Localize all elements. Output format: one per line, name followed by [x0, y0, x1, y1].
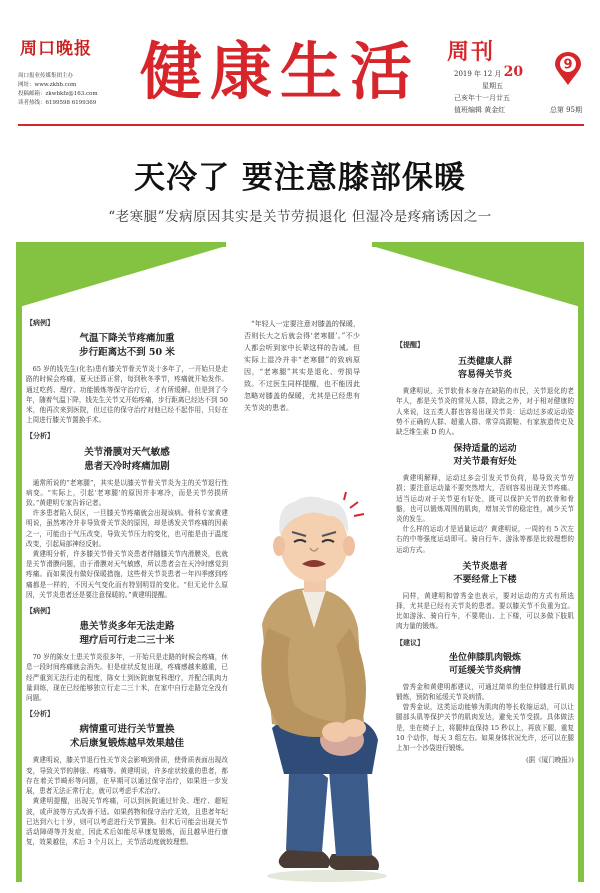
subheading: 关节炎患者 [462, 561, 508, 572]
paragraph: “年轻人一定要注意对膝盖的保暖，否则长大之后就会得‘老寒腿’。”不少人都会听到家中长辈这样的告诫。但实际上湿冷并非“老寒腿”的致病原因，“老寒腿”其实是退化、劳损导致。不过医生同样提醒，也不能因此忽略对膝盖的保暖，尤其是已经患有关节炎的患者。 [244, 320, 360, 412]
dateline [454, 66, 582, 116]
right-column [396, 340, 574, 765]
subheading: 步行距离达不到 50 米 [79, 347, 175, 359]
subheading: 五类健康人群 [457, 357, 512, 368]
paragraph: 黄建明说，膝关节退行性关节炎会影响到骨质，使骨质表面出现改变，导致关节的肿胀、疼痛等。黄建明说，许多症状较重的患者，都存在着关节畸形等问题，在早期可以通过保守治疗，如果进一步发展，患者无法正常行走，就可以考虑手术治疗。 [26, 756, 228, 796]
paragraph: 65 岁的钱先生(化名)患有膝关节骨关节炎十多年了，一开始只是走路的时候会疼痛，夏天还算正常，每到秋冬季节，疼痛就开始发作。通过吃药、理疗、功能锻炼等保守治疗后，才有所缓解。但是到了今年，随着气温下降，钱先生关节又开始疼痛，步行距离已经达不到 50 米，他再次来到医院，但过往的保守治疗对他已经不起作用，只好在上周进行膝关节置换手术。 [26, 365, 228, 425]
article-subhead: “老寒腿”发病原因其实是关节劳损退化 但湿冷是疼痛诱因之一 [108, 209, 492, 225]
subheading: 患关节炎多年无法走路 [79, 621, 175, 633]
article-headline: 天冷了 要注意膝部保暖 [134, 160, 466, 196]
masthead-rule [18, 124, 584, 126]
subheading: 理疗后可行走二三十米 [79, 635, 175, 647]
green-frame-left [16, 242, 22, 882]
paragraph: 70 岁的陈女士患关节炎很多年，一开始只是走路的时候会疼痛，休息一段时间疼痛就会消失。但是症状反复出现，疼痛感越来越重，已经严重到无法行走的程度，陈女士到医院康复科理疗，并配合肌肉力量训练，现在已经能够独立行走二三十米，在家中自行走路完全没有问题。 [26, 653, 228, 703]
section-tag: 【病例】 [26, 318, 54, 327]
date-text: 2019 年 12 月 [454, 70, 502, 78]
masthead-info-line: 网址：www.zkhb.com [18, 82, 77, 88]
paragraph: 黄建明分析，许多膝关节骨关节炎患者伴随膝关节内滑膜炎，也就是关节滑膜问题，由于滑膜对天气敏感，所以患者会在天冷时感觉到疼痛。而如果没有做好保暖措施，这些骨关节炎患者一年四季感到疼痛都是一样的，不因天气变化而有特别明显的变化。“但无论什么原因，关节炎患者还是要注意保暖的。”黄建明提醒。 [26, 550, 228, 599]
newspaper-logo: 周口晚报 [20, 39, 92, 59]
subheading: 患者天冷时疼痛加剧 [84, 460, 170, 472]
section-title: 健康生活 [140, 35, 421, 108]
paragraph: 曾秀金说，这类运动能够为肌肉的等长收缩运动，可以让腿部头肌等保护关节的肌肉发达，避免关节受损。具体做法是，坐在椅子上，将腿伸直保持 15 秒以上，再放下腿，重复 10 个动作，每天 3 组左右。如果身体状况允许，还可以在腿上加一个沙袋进行锻炼。 [396, 703, 574, 753]
subheading: 保持适量的运动 [453, 444, 517, 455]
middle-column [244, 318, 360, 414]
weekday: 星期五 [482, 82, 503, 90]
page-number: 9 [563, 57, 573, 73]
subheading: 坐位伸膝肌肉锻炼 [448, 652, 521, 663]
green-frame-right [578, 242, 584, 882]
subheading: 容易得关节炎 [457, 370, 512, 381]
masthead-info-line: 投稿邮箱：zkwbkfz@163.com [18, 91, 98, 97]
section-tag: 【分析】 [26, 709, 54, 719]
editor-line: 值班编辑 黄金红 [454, 106, 506, 114]
subheading: 气温下降关节疼痛加重 [79, 333, 175, 345]
subheading: 不要经常上下楼 [453, 574, 517, 585]
source-credit: (据《厦门晚报》) [525, 756, 574, 765]
masthead-info [18, 72, 138, 108]
lunar-date: 己亥年十一月廿五 [454, 94, 510, 102]
paragraph: 曾秀金和黄建明都建议，可通过简单的坐位伸膝进行肌肉锻炼，预防和延缓关节炎病情。 [396, 682, 574, 702]
subheading: 术后康复锻炼越早效果越佳 [69, 738, 184, 750]
section-tag: 【病例】 [26, 606, 54, 616]
subheading: 病情重可进行关节置换 [79, 724, 175, 736]
section-tag: 【建议】 [396, 637, 424, 647]
green-wedges [16, 242, 584, 312]
paragraph: 同样，黄建明和曾秀金也表示，要对运动的方式有所选择，尤其是已经有关节炎的患者。要以膝关节不负重为宜。比如游泳、骑自行车，不要爬山、上下楼，可以多做下肢肌肉力量的锻炼。 [396, 591, 574, 631]
paragraph: 黄建明说，关节软骨本身存在缺陷的市民，关节退化的老年人，都是关节炎的常见人群，除此之外，对于相对健康的人来说，这五类人群也容易出现关节炎：运动过多或运动姿势不正确的人群、超重人群、常穿高跟鞋、有家族遗传史及缺乏维生素 D 的人。 [396, 387, 574, 437]
paragraph: 通常所说的“老寒腿”，其实是以膝关节骨关节炎为主的关节退行性病变。“实际上，引起‘老寒腿’的原因并非寒冷，而是关节劳损所致。”黄建明专家告诉记者。 [26, 478, 228, 508]
paragraph: 黄建明解释，运动过多会引发关节负荷，易导致关节劳损；要注意运动量不要突然增大，否则容易出现关节疼痛。适当运动对于关节更有好处，既可以保护关节的软骨和骨骼，也可以锻炼周围的肌肉，增加关节的稳定性，减少关节炎的发生。 [396, 474, 574, 524]
subheading: 关节滑膜对天气敏感 [84, 446, 170, 458]
subheading: 可延缓关节炎病情 [448, 665, 521, 676]
masthead-info-line: 读者热线：6199598 6199369 [18, 100, 97, 106]
left-column [26, 318, 228, 847]
section-tag: 【提醒】 [396, 340, 424, 349]
masthead-info-line: 周口报业传媒集团主办 [18, 73, 74, 79]
paragraph: 许多患者陷入误区，一旦膝关节疼痛就会出现该病。骨科专家黄建明说，虽然寒冷并非导致骨关节炎的原因，却是诱发关节疼痛的因素之一，可能由于气压改变，导致关节压力的变化，也可能是由于温度改变，引起局部神经反射。 [26, 509, 228, 548]
section-tag: 【分析】 [26, 431, 54, 441]
weekly-label: 周刊 [447, 39, 496, 65]
elderly-man-illustration [232, 478, 392, 883]
subheading: 对关节最有好处 [453, 457, 517, 468]
paragraph: 什么样的运动才是适量运动？黄建明说，一周的有 5 次左右的中等强度运动即可。骑自行车、游泳等都是比较理想的运动方式。 [396, 525, 574, 554]
paragraph: 黄建明提醒，出现关节疼痛，可以到医院通过针灸、理疗、超短波，或声波等方式改善不适。如果药物和保守治疗无效，且患者年纪已达到六七十岁，则可以考虑进行关节置换。但术后可能会出现关节活动障碍等并发症，因此术后如能尽早康复锻炼，而且越早进行康复，效果越佳，术后 3 个月以上，关节活动度就较理想。 [26, 797, 228, 847]
issue-number: 总第 95期 [549, 106, 582, 114]
date-day: 20 [503, 64, 524, 80]
